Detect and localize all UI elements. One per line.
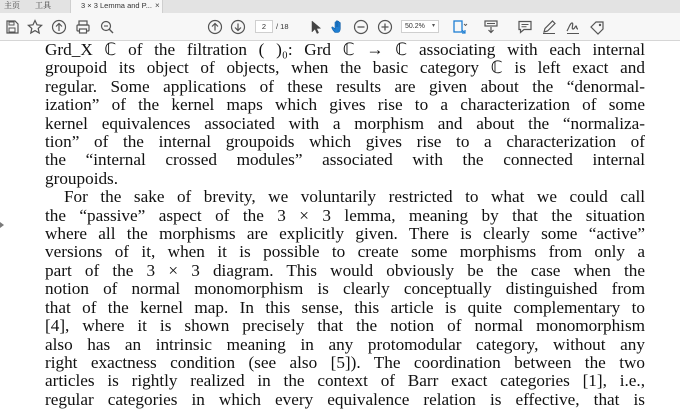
text-line: groupoid its object of objects, when the basic category ℂ is left exact and: [45, 58, 645, 78]
page-total: / 18: [276, 22, 289, 31]
text-line: versions of it, when it is possible to create some morphisms from only a: [45, 242, 645, 262]
text-line: [4], where it is shown precisely that the notion of normal monomorphism: [45, 316, 645, 336]
comment-icon[interactable]: [516, 18, 534, 36]
pen-icon[interactable]: [540, 18, 558, 36]
zoom-value: 50.2%: [405, 23, 425, 30]
tab-document[interactable]: [70, 0, 163, 13]
bookmark-star-icon[interactable]: [26, 18, 44, 36]
zoom-in-icon[interactable]: [376, 18, 394, 36]
text-line: notion of normal monomorphism is clearly conceptually distinguished from: [45, 279, 645, 299]
tab-tools[interactable]: 工具: [35, 1, 51, 10]
zoom-select[interactable]: [401, 20, 439, 33]
document-viewport[interactable]: [0, 41, 680, 417]
side-panel-toggle-icon[interactable]: [0, 222, 4, 228]
document-tab-title: 3 × 3 Lemma and P...: [81, 1, 152, 10]
hand-icon[interactable]: [329, 18, 347, 36]
text-line: that of the kernel map. In this sense, this article is quite complementary to: [45, 297, 645, 317]
pointer-icon[interactable]: [306, 18, 324, 36]
text-line: the “passive” aspect of the 3 × 3 lemma, meaning by that the situation: [45, 205, 645, 225]
tab-bar: [0, 0, 680, 13]
zoom-out-icon[interactable]: [352, 18, 370, 36]
zoom-search-icon[interactable]: [98, 18, 116, 36]
text-line: right exactness condition (see also [5]). The coordination between the two: [45, 352, 645, 372]
text-line: tion” of the internal groupoids which gives rise to a characterization of: [45, 132, 645, 152]
tab-home[interactable]: 主页: [4, 1, 20, 10]
page-number-input[interactable]: 2: [255, 20, 273, 33]
text-line: also has an intrinsic meaning in any protomodular category, without any: [45, 334, 645, 354]
text-line: the “internal crossed modules” associated with the connected internal: [45, 150, 645, 170]
text-line: regular. Some applications of these results are given about the “denormal-: [45, 76, 645, 96]
close-icon[interactable]: ×: [155, 1, 160, 10]
text-line: regular categories in which every equivalence relation is effective, that is: [45, 389, 645, 409]
text-line: groupoids.: [45, 168, 119, 188]
sign-icon[interactable]: [564, 18, 582, 36]
text-line: where all the morphisms are explicitly given. There is clearly some “active”: [45, 224, 645, 244]
text-line: Grd_X ℂ of the filtration ( )₀: Grd ℂ → ℂ associating with each internal: [45, 40, 645, 59]
fit-page-icon[interactable]: [450, 18, 468, 36]
page-up-icon[interactable]: [206, 18, 224, 36]
toolbar: [0, 13, 680, 41]
text-line: ization” of the kernel maps which gives rise to a characterization of some: [45, 95, 645, 115]
share-tag-icon[interactable]: [588, 18, 606, 36]
text-line: kernel equivalences associated with a morphism and about the “normaliza-: [45, 113, 645, 133]
upload-icon[interactable]: [50, 18, 68, 36]
chevron-down-icon: ▾: [432, 23, 436, 29]
keyboard-tray-icon[interactable]: [482, 18, 500, 36]
print-icon[interactable]: [74, 18, 92, 36]
text-line: For the sake of brevity, we voluntarily restricted to what we could call: [64, 187, 645, 207]
page-down-icon[interactable]: [229, 18, 247, 36]
text-line: part of the 3 × 3 diagram. This would obviously be the case when the: [45, 260, 645, 280]
save-icon[interactable]: [3, 18, 21, 36]
text-line: articles is rightly realized in the context of Barr exact categories [1], i.e.,: [45, 371, 645, 391]
page-text: [45, 41, 645, 409]
